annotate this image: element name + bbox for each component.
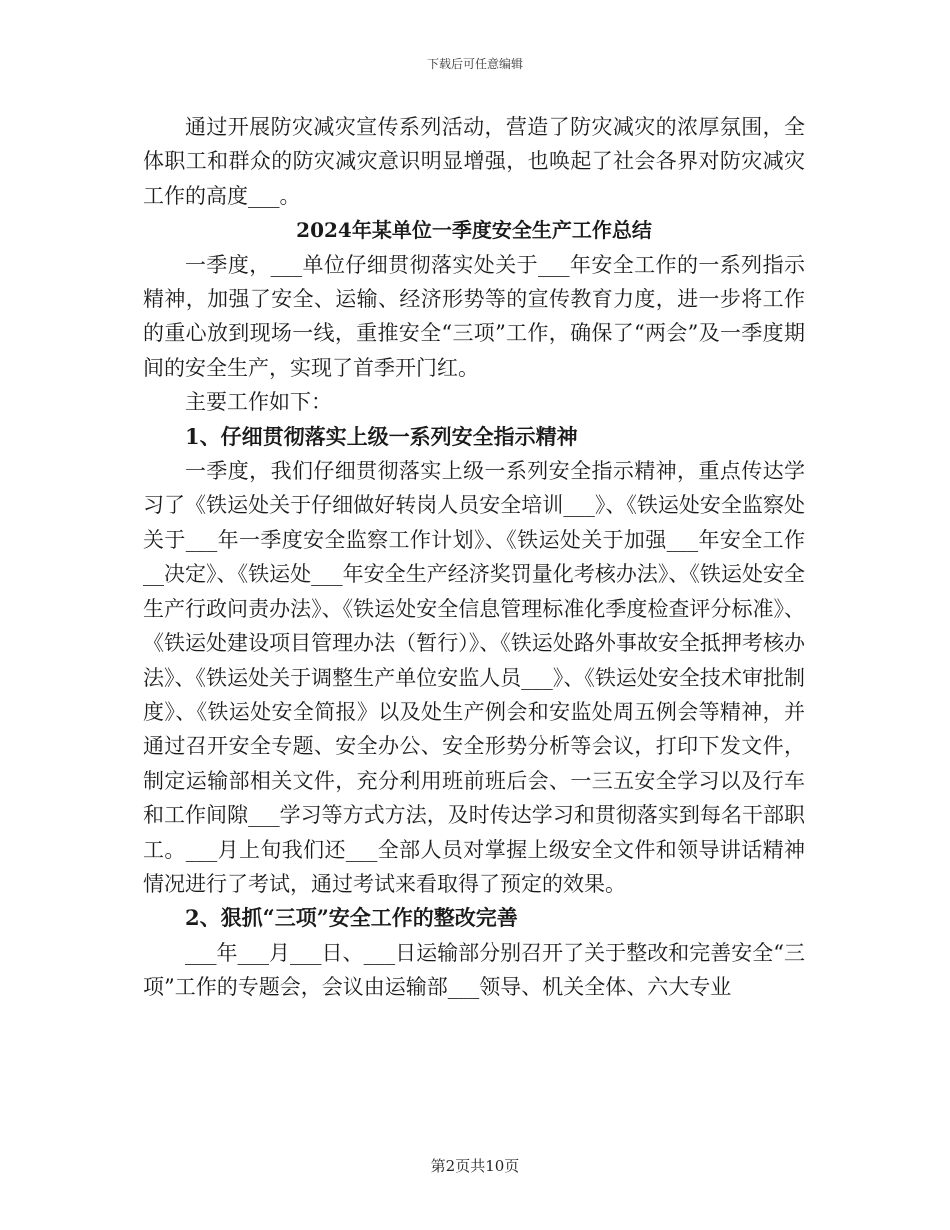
page-footer: 第2页共10页 (430, 1157, 520, 1175)
paragraph-intro: 通过开展防灾减灾宣传系列活动，营造了防灾减灾的浓厚氛围，全体职工和群众的防灾减灾意识明显增强，也唤起了社会各界对防灾减灾工作的高度___。 (143, 115, 805, 208)
section-heading-1: 1、仔细贯彻落实上级一系列安全指示精神 (185, 423, 578, 449)
paragraph-summary: 一季度，___单位仔细贯彻落实处关于___年安全工作的一系列指示精神，加强了安全、运输、经济形势等的宣传教育力度，进一步将工作的重心放到现场一线，重推安全“三项”工作，确保了“两会”及一季度期间的安全生产，实现了首季开门红。 (143, 252, 805, 380)
paragraph-section-2: ___年___月___日、___日运输部分别召开了关于整改和完善安全“三项”工作的专题会，会议由运输部___领导、机关全体、六大专业 (143, 940, 805, 1000)
section-heading-2: 2、狠抓“三项”安全工作的整改完善 (185, 905, 518, 931)
document-title: 2024年某单位一季度安全生产工作总结 (296, 218, 652, 243)
page-header: 下载后可任意编辑 (426, 57, 523, 71)
paragraph-main-work: 主要工作如下： (185, 390, 332, 415)
paragraph-section-1: 一季度，我们仔细贯彻落实上级一系列安全指示精神，重点传达学习了《铁运处关于仔细做好转岗人员安全培训___》、《铁运处安全监察处关于___年一季度安全监察工作计划》、《铁运处关于加强___年安全工作__决定》、《铁运处___年安全生产经济奖罚量化考核办法》、《铁运处安全生产行政问责办法》、《铁运处安全信息管理标准化季度检查评分标准》、《铁运处建设项目管理办法（暂行）》、《铁运处路外事故安全抵押考核办法》、《铁运处关于调整生产单位安监人员___》、《铁运处安全技术审批制度》、《铁运处安全简报》以及处生产例会和安监处周五例会等精神，并通过召开安全专题、安全办公、安全形势分析等会议，打印下发文件，制定运输部相关文件，充分利用班前班后会、一三五安全学习以及行车和工作间隙___学习等方式方法，及时传达学习和贯彻落实到每名干部职工。___月上旬我们还___全部人员对掌握上级安全文件和领导讲话精神情况进行了考试，通过考试来看取得了预定的效果。 (143, 459, 805, 896)
document-body (143, 110, 805, 1005)
